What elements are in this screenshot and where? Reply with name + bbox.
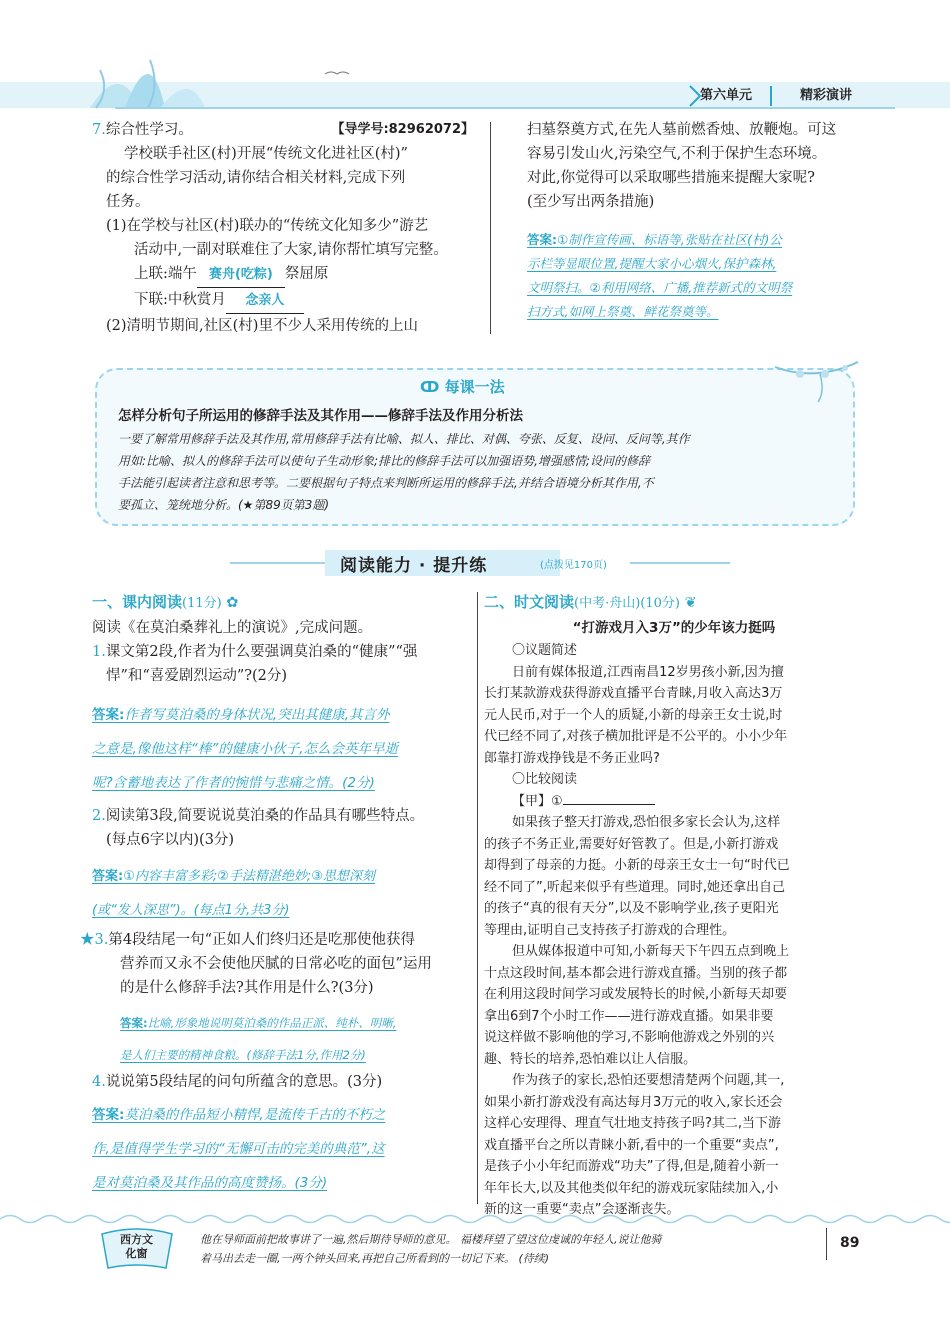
part1-score: (11分) [182,596,222,611]
column-tag: 精彩演讲 [800,88,853,103]
swirl-icon: ↀ [420,378,445,396]
column-divider [477,592,478,1204]
a4-line: 是对莫泊桑及其作品的高度赞扬。(3分) [92,1175,328,1191]
article-line: 的孩子不务正业,需要好好管教了。但是,小新打游戏 [484,836,779,852]
article-line: 但从媒体报道中可知,小新每天下午四五点到晚上 [512,944,790,959]
subheading: 〇议题简述 [512,643,578,658]
article-line: 年年长大,以及其他类似年纪的游戏玩家陆续加入,小 [484,1180,779,1196]
article-line: 作为孩子的家长,恐怕还要想清楚两个问题,其一, [512,1073,785,1088]
part1-title: 一、课内阅读 [92,593,183,611]
q2-line: (每点6字以内)(3分) [106,832,235,848]
footer-story: 他在导师面前把故事讲了一遍,然后期待导师的意见。 福楼拜望了望这位虔诚的年轻人,说让他骑 着马出去走一圈,一两个钟头回来,再把自己所看到的一切记下来。 (待续) [200,1233,662,1265]
a2-line: (或“发人深思”)。(每点1分,共3分) [92,903,290,918]
q4-line: 说说第5段结尾的问句所蕴含的意思。(3分) [105,1074,383,1090]
footer-wave [0,1212,950,1226]
a4-line: 作,是值得学生学习的“无懈可击的完美的典范”,这 [92,1141,385,1157]
q7-intro-line: 任务。 [106,194,150,210]
article-line: 元人民币,对于一个人的质疑,小新的母亲王女士说,时 [484,707,783,723]
q7-sub1-line: (1)在学校与社区(村)联办的“传统文化知多少”游艺 [106,218,429,234]
article-line: 十点这段时间,基本都会进行游戏直播。当别的孩子都 [484,965,788,981]
article-line: 拿出6到7个小时工作——进行游戏直播。如果非要 [484,1008,774,1024]
article-line: 日前有媒体报道,江西南昌12岁男孩小新,因为擅 [512,664,784,680]
q1-number: 1. [92,644,106,660]
section-title: 阅读能力 · 提升练 [340,556,488,576]
page-number: 89 [840,1235,860,1251]
section-note: (点拨见170页) [540,560,607,571]
a4-line: 答案:莫泊桑的作品短小精悍,是流传千古的不朽之 [92,1107,386,1123]
couplet-lower: 下联:中秋赏月 念亲人 [92,288,474,314]
jia-blank [563,791,655,805]
article-line: 等理由,证明自己支持孩子打游戏的合理性。 [484,922,736,938]
q7-cont-line: 对此,你觉得可以采取哪些措施来提醒大家呢? [527,170,815,186]
method-title: ↀ 每课一法 [420,378,505,396]
page-number-rule [826,1228,827,1260]
article-line: 却得到了母亲的力挺。小新的母亲王女士一句“时代已 [484,858,790,873]
q7-title: 综合性学习。 [105,122,193,138]
part1 [80,590,477,1200]
article-line: 经不同了”,听起来似乎有些道理。同时,她还拿出自己 [484,879,785,895]
article-headline: “打游戏月入3万”的少年该力挺吗 [572,620,776,636]
article-line: 新的这一重要“卖点”会逐渐丧失。 [484,1202,680,1217]
q7-cont-line: 扫墓祭奠方式,在先人墓前燃香烛、放鞭炮。可这 [527,122,837,138]
header-rule [115,107,895,109]
part2-title: 二、时文阅读 [484,593,575,611]
question-7 [92,118,474,338]
q7-answer-line: 答案:①制作宣传画、标语等,张贴在社区(村)公 [527,232,782,247]
article-line: 说这样做不影响他的学习,不影响他游戏之外别的兴 [484,1030,775,1045]
a2-line: 答案:①内容丰富多彩;②手法精湛绝妙;③思想深刻 [92,869,375,884]
article-line: 趣、特长的培养,恐怕难以让人信服。 [484,1051,697,1067]
jia-label: 【甲】① [512,793,563,809]
subheading: 〇比较阅读 [512,772,578,787]
article-line: 戏直播平台之所以青睐小新,看中的一个重要“卖点”, [484,1137,779,1153]
leaf-icon: ❦ [679,595,697,611]
article-line: 在利用这段时间学习或发展特长的时候,小新每天却要 [484,987,788,1002]
q4-number: 4. [92,1074,106,1090]
part2 [484,590,864,1221]
guide-code: 【导学号:82962072】 [331,122,474,137]
a3-line: 是人们主要的精神食粮。(修辞手法1分,作用2分) [120,1048,366,1062]
q1-line: 课文第2段,作者为什么要强调莫泊桑的“健康”“强 [105,644,418,660]
method-line: 一要了解常用修辞手法及其作用,常用修辞手法有比喻、拟人、排比、对偶、夸张、反复、设问、反问等,其作 [118,432,690,446]
footer-logo: 西方文 化窗 [120,1233,153,1260]
q7-intro-line: 学校联手社区(村)开展“传统文化进社区(村)” [124,146,408,162]
article-line: 这样心安理得、理直气壮地支持孩子吗?其二,当下游 [484,1116,782,1131]
method-line: 要孤立、笼统地分析。(★第89页第3题) [118,498,330,512]
q7-sub1-line: 活动中,一副对联难住了大家,请你帮忙填写完整。 [134,242,448,258]
part2-meta: (中考·舟山)(10分) [574,596,680,611]
article-line: 如果小新打游戏没有高达每月3万元的收入,家长还会 [484,1094,783,1110]
q2-line: 阅读第3段,简要说说莫泊桑的作品具有哪些特点。 [105,808,425,824]
a3-line: 答案:比喻,形象地说明莫泊桑的作品正派、纯朴、明晰, [120,1016,397,1030]
a1-line: 呢?含蓄地表达了作者的惋惜与悲痛之情。(2分) [92,775,375,791]
question-7-continued [527,118,867,324]
column-divider [490,122,491,334]
q3-line: 营养而又永不会使他厌腻的日常必吃的面包”运用 [120,956,432,972]
method-line: 手法能引起读者注意和思考等。二要根据句子特点来判断所运用的修辞手法,并结合语境分析其作用,不 [118,476,654,490]
branch-icon [770,352,860,407]
q7-intro-line: 的综合性学习活动,请你结合相关材料,完成下列 [106,170,406,186]
q7-cont-line: (至少写出两条措施) [527,194,655,210]
article-line: 的孩子“真的很有天分”,以及不影响学业,孩子更阳光 [484,901,779,916]
a1-line: 答案:作者写莫泊桑的身体状况,突出其健康,其言外 [92,707,390,723]
q7-sub2-line: (2)清明节期间,社区(村)里不少人采用传统的上山 [106,318,418,334]
q3-line: 第4段结尾一句“正如人们终归还是吃那使他获得 [108,932,415,948]
q1-line: 悍”和“喜爱剧烈运动”?(2分) [106,668,288,684]
part1-intro: 阅读《在莫泊桑葬礼上的演说》,完成问题。 [92,620,373,636]
q7-answer-line: 示栏等显眼位置,提醒大家小心烟火,保护森林, [527,256,777,271]
unit-tag: 第六单元 [700,88,753,103]
method-body [118,428,838,516]
method-line: 用如:比喻、拟人的修辞手法可以使句子生动形象;排比的修辞手法可以加强语势,增强感情;设问的修辞 [118,454,650,468]
q7-answer-line: 文明祭扫。②利用网络、广播,推荐新式的文明祭 [527,280,793,295]
article-line: 长打某款游戏获得游戏直播平台青睐,月收入高达3万 [484,686,783,701]
article-line: 郎靠打游戏挣钱是不务正业吗? [484,750,660,766]
article-line: 如果孩子整天打游戏,恐怕很多家长会认为,这样 [512,815,781,830]
couplet-upper: 上联:端午 赛舟(吃粽) 祭屈原 [92,262,474,288]
lower-answer: 念亲人 [226,289,304,314]
method-subtitle: 怎样分析句子所运用的修辞手法及其作用——修辞手法及作用分析法 [118,408,523,424]
article-line: 代已经不同了,对孩子横加批评是不公平的。小小少年 [484,729,788,744]
q3-line: 的是什么修辞手法?其作用是什么?(3分) [120,980,374,996]
a1-line: 之意是,像他这样“棒”的健康小伙子,怎么会英年早逝 [92,741,399,757]
flower-icon: ✿ [221,595,239,611]
article-line: 是孩子小小年纪而游戏“功夫”了得,但是,随着小新一 [484,1159,779,1174]
q7-answer-line: 扫方式,如网上祭奠、鲜花祭奠等。 [527,304,719,319]
q3-number: ★3. [80,932,109,948]
q2-number: 2. [92,808,106,824]
upper-answer: 赛舟(吃粽) [197,263,285,288]
q7-number: 7. [92,122,106,138]
q7-cont-line: 容易引发山火,污染空气,不利于保护生态环境。 [527,146,827,162]
